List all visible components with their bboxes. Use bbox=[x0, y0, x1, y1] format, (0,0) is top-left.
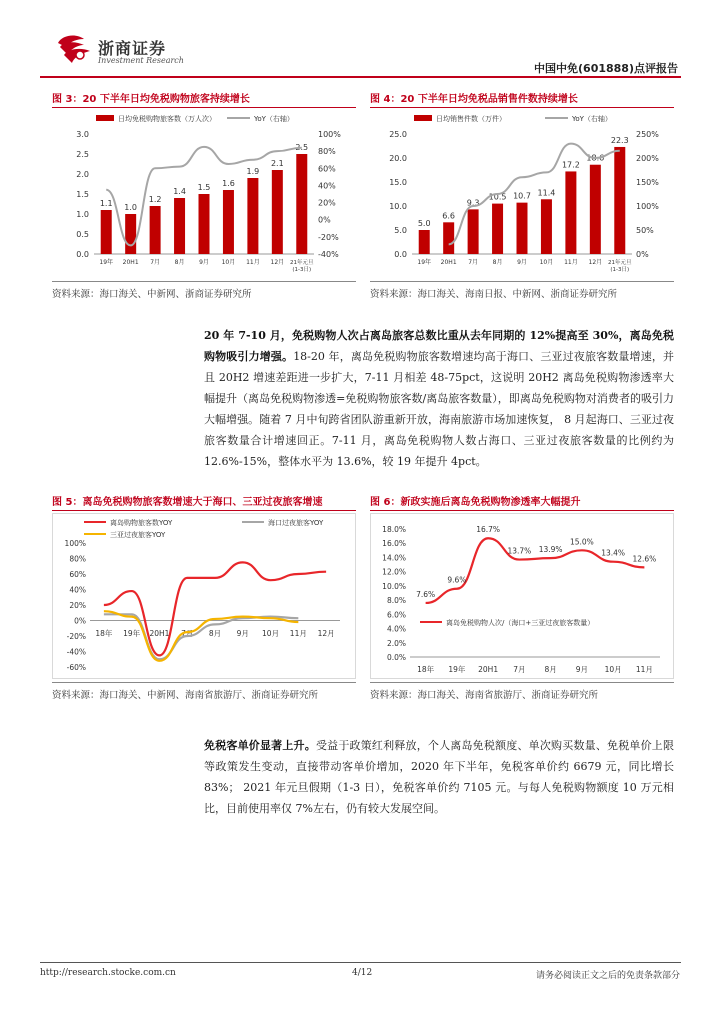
legend-label: 离岛免税购物人次/（海口+三亚过夜旅客数量） bbox=[446, 619, 595, 627]
bar-value-label: 10.5 bbox=[488, 192, 507, 202]
y-tick-label: 100% bbox=[64, 539, 86, 548]
x-tick-label: 7月 bbox=[150, 259, 161, 266]
x-tick-label: 12月 bbox=[317, 629, 335, 638]
x-tick-label: 19年 bbox=[448, 665, 466, 674]
bar-value-label: 1.4 bbox=[173, 187, 186, 196]
bar-value-label: 6.6 bbox=[442, 211, 456, 221]
paragraph-1 bbox=[204, 325, 674, 472]
paragraph-2-body: 受益于政策红利释放，个人离岛免税额度、单次购买数量、免税单价上限等政策发生变动，直接带动客单价增加，2020 年下半年，免税客单价约 6679 元，同比增长 83%； 2021 年元旦假期（1-3 日），免税客单价约 7105 元。与每人免税购物额度 10 万元相比，目前使用率仅 7%左右，仍有较大发展空间。 bbox=[204, 739, 674, 815]
y-tick-label: -20% bbox=[66, 632, 86, 641]
bar bbox=[174, 198, 185, 254]
paragraph-1-lead: 20 年 7-10 月，免税购物人次占离岛旅客总数比重从去年同期的 12%提高至 30%，离岛免税购物吸引力增强。 bbox=[204, 329, 674, 363]
y-tick-label: 80% bbox=[69, 554, 86, 564]
x-tick-label: 10月 bbox=[539, 259, 554, 266]
x-tick-label-sub: (1-3日) bbox=[292, 267, 312, 273]
x-tick-label: 11月 bbox=[289, 629, 307, 638]
fig4-source: 资料来源：海口海关、海南日报、中新网、浙商证券研究所 bbox=[370, 289, 618, 300]
bar bbox=[150, 206, 161, 254]
y-tick-label: 6.0% bbox=[386, 610, 406, 620]
x-tick-label: 12月 bbox=[270, 259, 285, 266]
bar-value-label: 10.7 bbox=[513, 191, 531, 201]
fig5-source-rule bbox=[52, 682, 356, 683]
right-tick-label: 0% bbox=[636, 250, 649, 259]
bar-value-label: 18.6 bbox=[586, 153, 605, 163]
x-tick-label: 10月 bbox=[604, 665, 622, 674]
bar bbox=[272, 170, 283, 254]
fig3-title-rule bbox=[52, 107, 356, 108]
x-tick-label: 19年 bbox=[99, 259, 114, 266]
data-label: 7.6% bbox=[416, 589, 436, 599]
bar-value-label: 1.0 bbox=[124, 203, 138, 212]
bar-value-label: 1.9 bbox=[246, 167, 260, 176]
right-tick-label: 20% bbox=[318, 198, 336, 208]
x-tick-label: 8月 bbox=[492, 259, 503, 266]
left-tick-label: 3.0 bbox=[76, 130, 89, 139]
x-tick-label: 8月 bbox=[208, 629, 222, 638]
fig6-title-rule bbox=[370, 510, 674, 511]
bar bbox=[247, 178, 258, 254]
x-tick-label: 7月 bbox=[468, 259, 479, 266]
x-tick-label: 7月 bbox=[513, 665, 526, 674]
legend-label: 离岛购物旅客数YOY bbox=[110, 519, 173, 527]
fig5-title-rule bbox=[52, 510, 356, 511]
left-tick-label: 1.5 bbox=[76, 190, 89, 199]
right-tick-label: 0% bbox=[318, 215, 331, 225]
data-label: 16.7% bbox=[476, 525, 501, 535]
data-label: 12.6% bbox=[632, 554, 657, 564]
fig6-title: 图 6：新政实施后离岛免税购物渗透率大幅提升 bbox=[370, 497, 581, 508]
right-tick-label: 200% bbox=[636, 154, 659, 163]
bar-value-label: 2.5 bbox=[295, 143, 309, 152]
bar bbox=[223, 190, 234, 254]
legend-label-bar: 日均免税购物旅客数（万人次） bbox=[118, 115, 216, 123]
legend-label-line: YoY（右轴） bbox=[254, 115, 294, 123]
left-tick-label: 0.0 bbox=[76, 250, 89, 259]
x-tick-label: 8月 bbox=[544, 665, 557, 674]
fig5-title: 图 5：离岛免税购物旅客数增速大于海口、三亚过夜旅客增速 bbox=[52, 497, 323, 508]
left-tick-label: 2.0 bbox=[76, 170, 89, 179]
brand-logo bbox=[54, 33, 94, 65]
fig3-source: 资料来源：海口海关、中新网、浙商证券研究所 bbox=[52, 289, 252, 300]
x-tick-label: 8月 bbox=[174, 259, 185, 266]
fig3-title: 图 3：20 下半年日均免税购物旅客持续增长 bbox=[52, 94, 250, 105]
fig4-title: 图 4：20 下半年日均免税品销售件数持续增长 bbox=[370, 94, 578, 105]
right-tick-label: -20% bbox=[318, 232, 339, 242]
legend-label: 海口过夜旅客YOY bbox=[268, 519, 324, 527]
right-tick-label: 250% bbox=[636, 130, 659, 139]
report-title: 中国中免(601888)点评报告 bbox=[534, 62, 678, 75]
footer-rule bbox=[40, 962, 681, 963]
left-tick-label: 15.0 bbox=[389, 178, 407, 187]
right-tick-label: 40% bbox=[318, 181, 336, 191]
bar bbox=[517, 203, 528, 254]
y-tick-label: 4.0% bbox=[386, 624, 406, 634]
bar bbox=[468, 209, 479, 254]
right-tick-label: 100% bbox=[318, 130, 341, 139]
data-label: 13.7% bbox=[507, 546, 532, 556]
fig6-source: 资料来源：海口海关、海南省旅游厅、浙商证券研究所 bbox=[370, 690, 599, 701]
x-tick-label: 12月 bbox=[588, 259, 603, 266]
left-tick-label: 5.0 bbox=[394, 226, 407, 235]
x-tick-label: 20H1 bbox=[149, 629, 170, 638]
data-label: 9.6% bbox=[447, 575, 467, 585]
x-tick-label: 19年 bbox=[123, 629, 141, 638]
bar bbox=[125, 214, 136, 254]
y-tick-label: 40% bbox=[69, 585, 86, 595]
header-rule bbox=[40, 76, 681, 78]
y-tick-label: 2.0% bbox=[386, 638, 406, 648]
paragraph-2 bbox=[204, 735, 674, 819]
bar-value-label: 1.1 bbox=[99, 199, 113, 208]
y-tick-label: -60% bbox=[66, 663, 86, 672]
legend-label: 三亚过夜旅客YOY bbox=[110, 531, 166, 539]
bar bbox=[199, 194, 210, 254]
left-tick-label: 10.0 bbox=[389, 202, 407, 211]
bar-value-label: 11.4 bbox=[537, 188, 556, 198]
right-tick-label: 150% bbox=[636, 178, 659, 187]
fig4-chart bbox=[370, 110, 674, 278]
bar-value-label: 1.6 bbox=[222, 179, 235, 188]
y-tick-label: 10.0% bbox=[382, 581, 406, 591]
x-tick-label: 20H1 bbox=[440, 259, 457, 266]
left-tick-label: 0.0 bbox=[394, 250, 407, 259]
bar-value-label: 9.3 bbox=[466, 198, 480, 208]
left-tick-label: 20.0 bbox=[389, 154, 407, 163]
left-tick-label: 2.5 bbox=[76, 150, 89, 159]
y-tick-label: 20% bbox=[69, 601, 86, 610]
bar-value-label: 22.3 bbox=[610, 135, 629, 145]
right-tick-label: 50% bbox=[636, 226, 654, 235]
data-label: 13.9% bbox=[538, 545, 563, 555]
bar-value-label: 17.2 bbox=[561, 160, 580, 170]
bar-value-label: 1.2 bbox=[148, 195, 162, 204]
bar bbox=[101, 210, 112, 254]
x-tick-label: 18年 bbox=[417, 665, 435, 674]
x-tick-label: 11月 bbox=[635, 665, 653, 674]
legend-swatch-bar bbox=[96, 115, 114, 121]
y-tick-label: 8.0% bbox=[386, 596, 406, 606]
right-tick-label: -40% bbox=[318, 250, 339, 259]
y-tick-label: 16.0% bbox=[382, 539, 406, 549]
page-number: 4/12 bbox=[352, 968, 373, 978]
left-tick-label: 25.0 bbox=[389, 130, 407, 139]
data-label: 13.4% bbox=[601, 548, 626, 558]
footer-disclaimer: 请务必阅读正文之后的免责条款部分 bbox=[535, 971, 680, 981]
fig5-chart bbox=[52, 513, 356, 679]
legend-label-line: YoY（右轴） bbox=[572, 115, 612, 123]
bar bbox=[492, 204, 503, 254]
legend-swatch-bar bbox=[414, 115, 432, 121]
x-tick-label: 21年元旦 bbox=[608, 260, 632, 266]
fig6-source-rule bbox=[370, 682, 674, 683]
brand-name-en: Investment Research bbox=[98, 56, 184, 65]
bar bbox=[541, 199, 552, 254]
x-tick-label-sub: (1-3日) bbox=[610, 267, 630, 273]
bar bbox=[443, 222, 454, 254]
series-line-0 bbox=[104, 562, 326, 655]
fig4-title-rule bbox=[370, 107, 674, 108]
y-tick-label: 60% bbox=[69, 570, 86, 579]
x-tick-label: 20H1 bbox=[122, 259, 139, 266]
fig4-source-rule bbox=[370, 281, 674, 282]
y-tick-label: 0.0% bbox=[386, 653, 406, 662]
left-tick-label: 1.0 bbox=[76, 210, 89, 219]
brand-name-cn: 浙商证券 bbox=[98, 39, 167, 58]
x-tick-label: 7月 bbox=[181, 629, 194, 638]
x-tick-label: 11月 bbox=[564, 259, 578, 266]
fig3-chart bbox=[52, 110, 356, 278]
x-tick-label: 18年 bbox=[95, 629, 113, 638]
x-tick-label: 10月 bbox=[262, 629, 280, 638]
bar-value-label: 5.0 bbox=[417, 219, 431, 228]
data-label: 15.0% bbox=[569, 537, 594, 547]
fig5-source: 资料来源：海口海关、中新网、海南省旅游厅、浙商证券研究所 bbox=[52, 690, 319, 701]
bar-value-label: 2.1 bbox=[270, 159, 284, 168]
paragraph-1-body: 18-20 年，离岛免税购物旅客数增速均高于海口、三亚过夜旅客数量增速，并且 20H2 增速差距进一步扩大，7-11 月相差 48-75pct，这说明 20H2 离岛免税购物渗透率大幅提升（离岛免税购物渗透=免税购物旅客数/离岛旅客数量），即离岛免税购物对消费者的吸引力大幅增强。随着 7 月中旬跨省团队游重新开放，海南旅游市场加速恢复， 8 月起海口、三亚过夜旅客数量合计增速回正。7-11 月，离岛免税购物人数占海口、三亚过夜旅客数量的比例约为 12.6%-15%，整体水平为 13.6%，较 19 年提升 4pct。 bbox=[204, 350, 674, 468]
bar-value-label: 1.5 bbox=[197, 183, 211, 192]
x-tick-label: 19年 bbox=[417, 259, 432, 266]
fig3-source-rule bbox=[52, 281, 356, 282]
x-tick-label: 20H1 bbox=[478, 665, 499, 674]
x-tick-label: 9月 bbox=[199, 259, 209, 266]
bar bbox=[565, 171, 576, 254]
x-tick-label: 11月 bbox=[246, 259, 260, 266]
footer-url[interactable]: http://research.stocke.com.cn bbox=[40, 968, 176, 978]
y-tick-label: 18.0% bbox=[382, 525, 406, 534]
chart-frame bbox=[53, 514, 356, 679]
x-tick-label: 10月 bbox=[221, 259, 236, 266]
x-tick-label: 9月 bbox=[517, 259, 527, 266]
x-tick-label: 9月 bbox=[236, 629, 249, 638]
bar bbox=[419, 230, 430, 254]
y-tick-label: 0% bbox=[74, 616, 86, 626]
y-tick-label: 14.0% bbox=[382, 553, 406, 563]
right-tick-label: 60% bbox=[318, 164, 336, 174]
bar bbox=[614, 147, 625, 254]
legend-label-bar: 日均销售件数（万件） bbox=[436, 115, 506, 123]
bar bbox=[296, 154, 307, 254]
x-tick-label: 21年元旦 bbox=[290, 260, 314, 266]
bar bbox=[590, 165, 601, 254]
right-tick-label: 80% bbox=[318, 147, 336, 157]
x-tick-label: 9月 bbox=[575, 665, 589, 674]
y-tick-label: 12.0% bbox=[382, 567, 406, 577]
paragraph-2-lead: 免税客单价显著上升。 bbox=[204, 739, 316, 752]
fig6-chart bbox=[370, 513, 674, 679]
y-tick-label: -40% bbox=[66, 647, 86, 657]
right-tick-label: 100% bbox=[636, 202, 659, 211]
left-tick-label: 0.5 bbox=[76, 230, 89, 239]
